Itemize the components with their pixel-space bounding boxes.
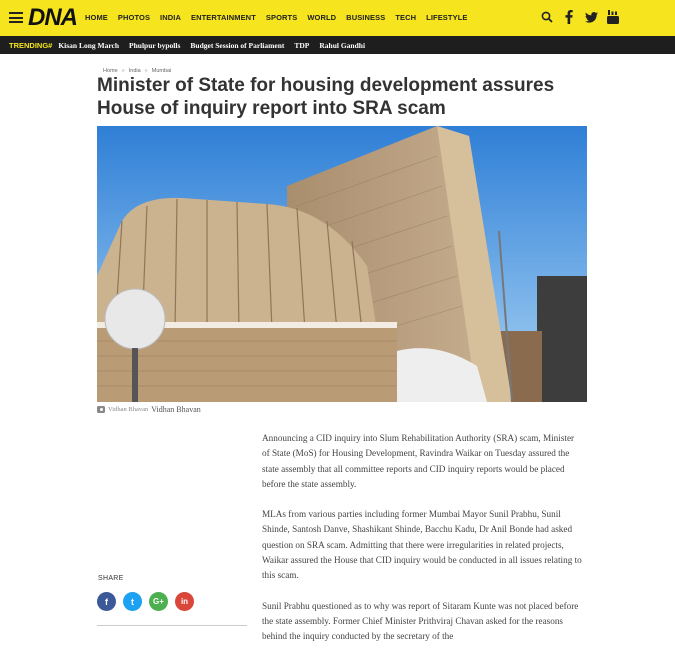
nav-tech[interactable]: TECH xyxy=(395,13,417,22)
trending-label: TRENDING# xyxy=(9,40,53,50)
trending-item[interactable]: Rahul Gandhi xyxy=(319,40,366,50)
breadcrumb-separator: » xyxy=(144,68,148,74)
nav-lifestyle[interactable]: LIFESTYLE xyxy=(426,13,468,22)
linkedin-share-icon[interactable]: in xyxy=(175,592,194,611)
article-photo xyxy=(97,126,587,402)
trending-item[interactable]: TDP xyxy=(294,40,310,50)
site-logo[interactable]: DNA xyxy=(28,4,77,31)
article-headline: Minister of State for housing development assures House of inquiry report into SRA scam xyxy=(97,75,555,119)
vidhan-bhavan-photo xyxy=(97,126,587,402)
top-header xyxy=(0,0,675,36)
article-paragraph: Announcing a CID inquiry into Slum Rehabilitation Authority (SRA) scam, Minister of State (MoS) for Housing Development, Ravindra Waikar on Tuesday assured the state assembly that all committee reports and CID inquiry reports would be placed before the state assembly. xyxy=(262,433,575,489)
search-icon[interactable] xyxy=(540,9,554,25)
article-body xyxy=(262,431,582,660)
twitter-icon[interactable] xyxy=(584,9,598,25)
nav-world[interactable]: WORLD xyxy=(307,13,337,22)
nav-business[interactable]: BUSINESS xyxy=(346,13,386,22)
article-paragraph: Sunil Prabhu questioned as to why was report of Sitaram Kunte was not placed before the state assembly. Former Chief Minister Prithviraj Chavan asked for the reasons behind the inquiry conducted by the secretary of the xyxy=(262,600,579,642)
main-nav xyxy=(85,13,477,22)
trending-item[interactable]: Kisan Long March xyxy=(58,40,120,50)
nav-home[interactable]: HOME xyxy=(85,13,108,22)
nav-photos[interactable]: PHOTOS xyxy=(117,13,151,22)
photo-caption xyxy=(97,405,201,414)
trending-bar xyxy=(0,36,675,54)
facebook-share-icon[interactable]: f xyxy=(97,592,116,611)
trending-item[interactable]: Budget Session of Parliament xyxy=(190,40,285,50)
share-label: SHARE xyxy=(98,575,124,582)
nav-india[interactable]: INDIA xyxy=(160,13,181,22)
facebook-icon[interactable] xyxy=(562,9,576,25)
share-buttons xyxy=(97,592,194,611)
youtube-icon[interactable] xyxy=(606,9,620,25)
google-plus-share-icon[interactable]: G+ xyxy=(149,592,168,611)
twitter-share-icon[interactable]: t xyxy=(123,592,142,611)
breadcrumb-separator: » xyxy=(121,68,125,74)
breadcrumb-mumbai[interactable]: Mumbai xyxy=(151,68,172,74)
breadcrumb-home[interactable]: Home xyxy=(103,68,118,74)
photo-caption-text: Vidhan Bhavan xyxy=(151,405,201,414)
photo-caption-small: Vidhan Bhavan xyxy=(108,406,149,413)
trending-item[interactable]: Phulpur bypolls xyxy=(129,40,181,50)
nav-sports[interactable]: SPORTS xyxy=(265,13,298,22)
camera-icon xyxy=(97,406,105,413)
nav-entertainment[interactable]: ENTERTAINMENT xyxy=(190,13,256,22)
header-icons xyxy=(540,9,620,25)
share-divider xyxy=(97,625,247,626)
article-paragraph: MLAs from various parties including former Mumbai Mayor Sunil Prabhu, Sunil Shinde, Santosh Danve, Shashikant Shinde, Bacchu Kadu, Dr Anil Bonde had asked question on SRA scam. Admitting that there were irregularities in related projects, Waikar assured the House that CID inquiry would be conducted in all issues relating to this scam. xyxy=(262,509,582,581)
breadcrumb-india[interactable]: India xyxy=(128,68,141,74)
hamburger-menu-icon[interactable] xyxy=(9,12,23,23)
